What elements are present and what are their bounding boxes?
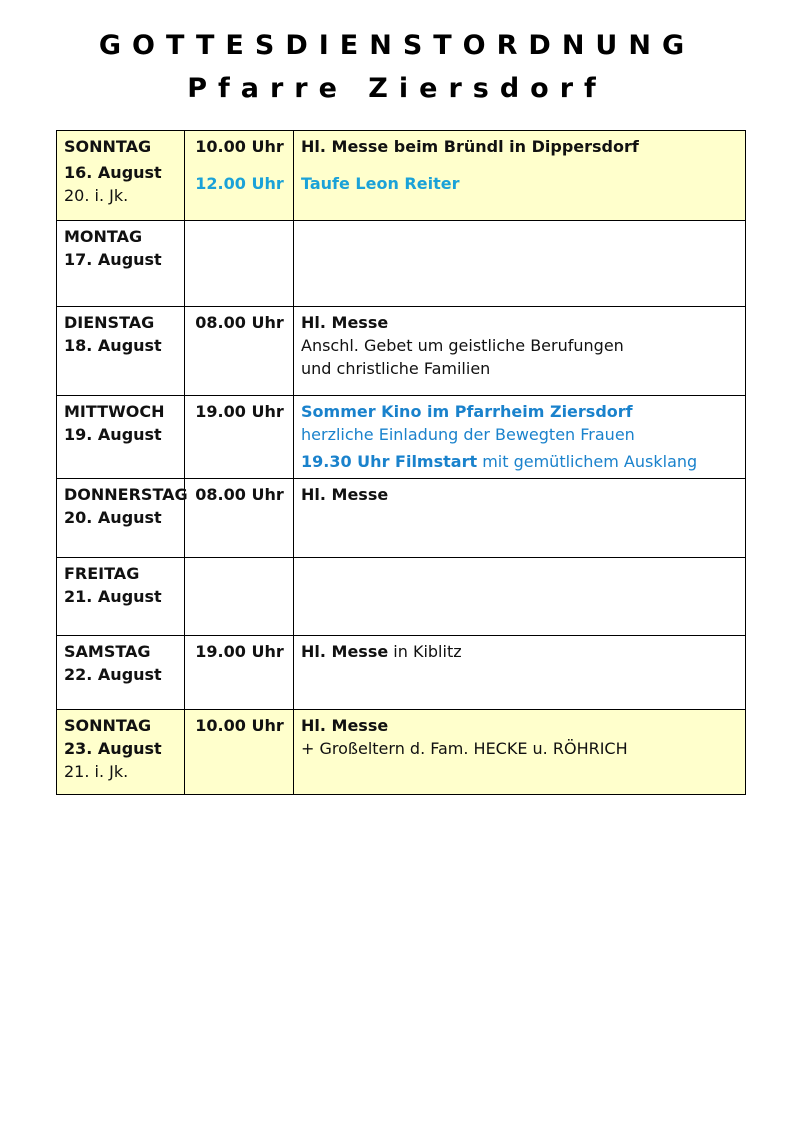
service-cell [294,131,746,221]
time-cell [185,221,294,307]
day-name: SONNTAG [64,716,152,735]
day-date: 22. August [64,665,162,684]
service-time: 08.00 Uhr [195,313,284,332]
page-title: GOTTESDIENSTORDNUNG [98,30,696,61]
time-cell [185,396,294,479]
service-title: Hl. Messe [301,313,389,332]
day-cell [57,396,185,479]
day-date: 19. August [64,425,162,444]
time-cell [185,558,294,636]
service-time: 10.00 Uhr [195,137,284,156]
service-cell [294,558,746,636]
day-date: 23. August [64,739,162,758]
day-cell [57,636,185,710]
service-time: 19.00 Uhr [195,402,284,421]
service-title: Hl. Messe [301,485,389,504]
table-row [57,479,746,558]
service-cell [294,221,746,307]
day-cell [57,221,185,307]
service-title: Hl. Messe beim Bründl in Dippersdorf [301,137,639,156]
schedule-table [56,130,746,795]
day-cell [57,710,185,795]
service-detail [301,450,739,473]
table-row [57,307,746,396]
service-cell [294,479,746,558]
day-date: 20. August [64,508,162,527]
day-date: 16. August [64,163,162,182]
table-row [57,131,746,221]
day-date: 21. August [64,587,162,606]
table-row [57,396,746,479]
service-detail: Anschl. Gebet um geistliche Berufungen [301,336,624,355]
day-name: DIENSTAG [64,313,155,332]
service-cell [294,307,746,396]
day-cell [57,131,185,221]
page-subtitle: Pfarre Ziersdorf [187,73,607,104]
service-cell [294,636,746,710]
day-name: DONNERSTAG [64,485,188,504]
liturgical-week: 20. i. Jk. [64,186,129,205]
service-title: Sommer Kino im Pfarrheim Ziersdorf [301,402,633,421]
service-title: Hl. Messe [301,642,389,661]
table-row [57,558,746,636]
day-name: FREITAG [64,564,140,583]
service-time: 08.00 Uhr [195,485,284,504]
day-name: SAMSTAG [64,642,151,661]
day-name: MONTAG [64,227,143,246]
service-time: 19.00 Uhr [195,642,284,661]
day-cell [57,479,188,558]
service-cell [294,710,746,795]
table-row [57,636,746,710]
liturgical-week: 21. i. Jk. [64,762,129,781]
time-cell [185,710,294,795]
table-row [57,221,746,307]
day-cell [57,307,185,396]
film-start: 19.30 Uhr Filmstart [301,452,478,471]
service-time: 12.00 Uhr [195,174,284,193]
day-name: SONNTAG [64,137,152,156]
service-time: 10.00 Uhr [195,716,284,735]
service-cell [294,396,746,479]
service-detail: + Großeltern d. Fam. HECKE u. RÖHRICH [301,739,628,758]
time-cell [185,636,294,710]
service-location: in Kiblitz [388,642,462,661]
time-cell [185,307,294,396]
time-cell [185,479,294,558]
service-detail: herzliche Einladung der Bewegten Frauen [301,425,635,444]
day-date: 18. August [64,336,162,355]
time-cell [185,131,294,221]
film-start-rest: mit gemütlichem Ausklang [477,452,698,471]
table-row [57,710,746,795]
service-detail: und christliche Familien [301,359,491,378]
service-detail [301,640,739,663]
day-date: 17. August [64,250,162,269]
service-title: Taufe Leon Reiter [301,174,460,193]
day-cell [57,558,185,636]
day-name: MITTWOCH [64,402,165,421]
service-title: Hl. Messe [301,716,389,735]
